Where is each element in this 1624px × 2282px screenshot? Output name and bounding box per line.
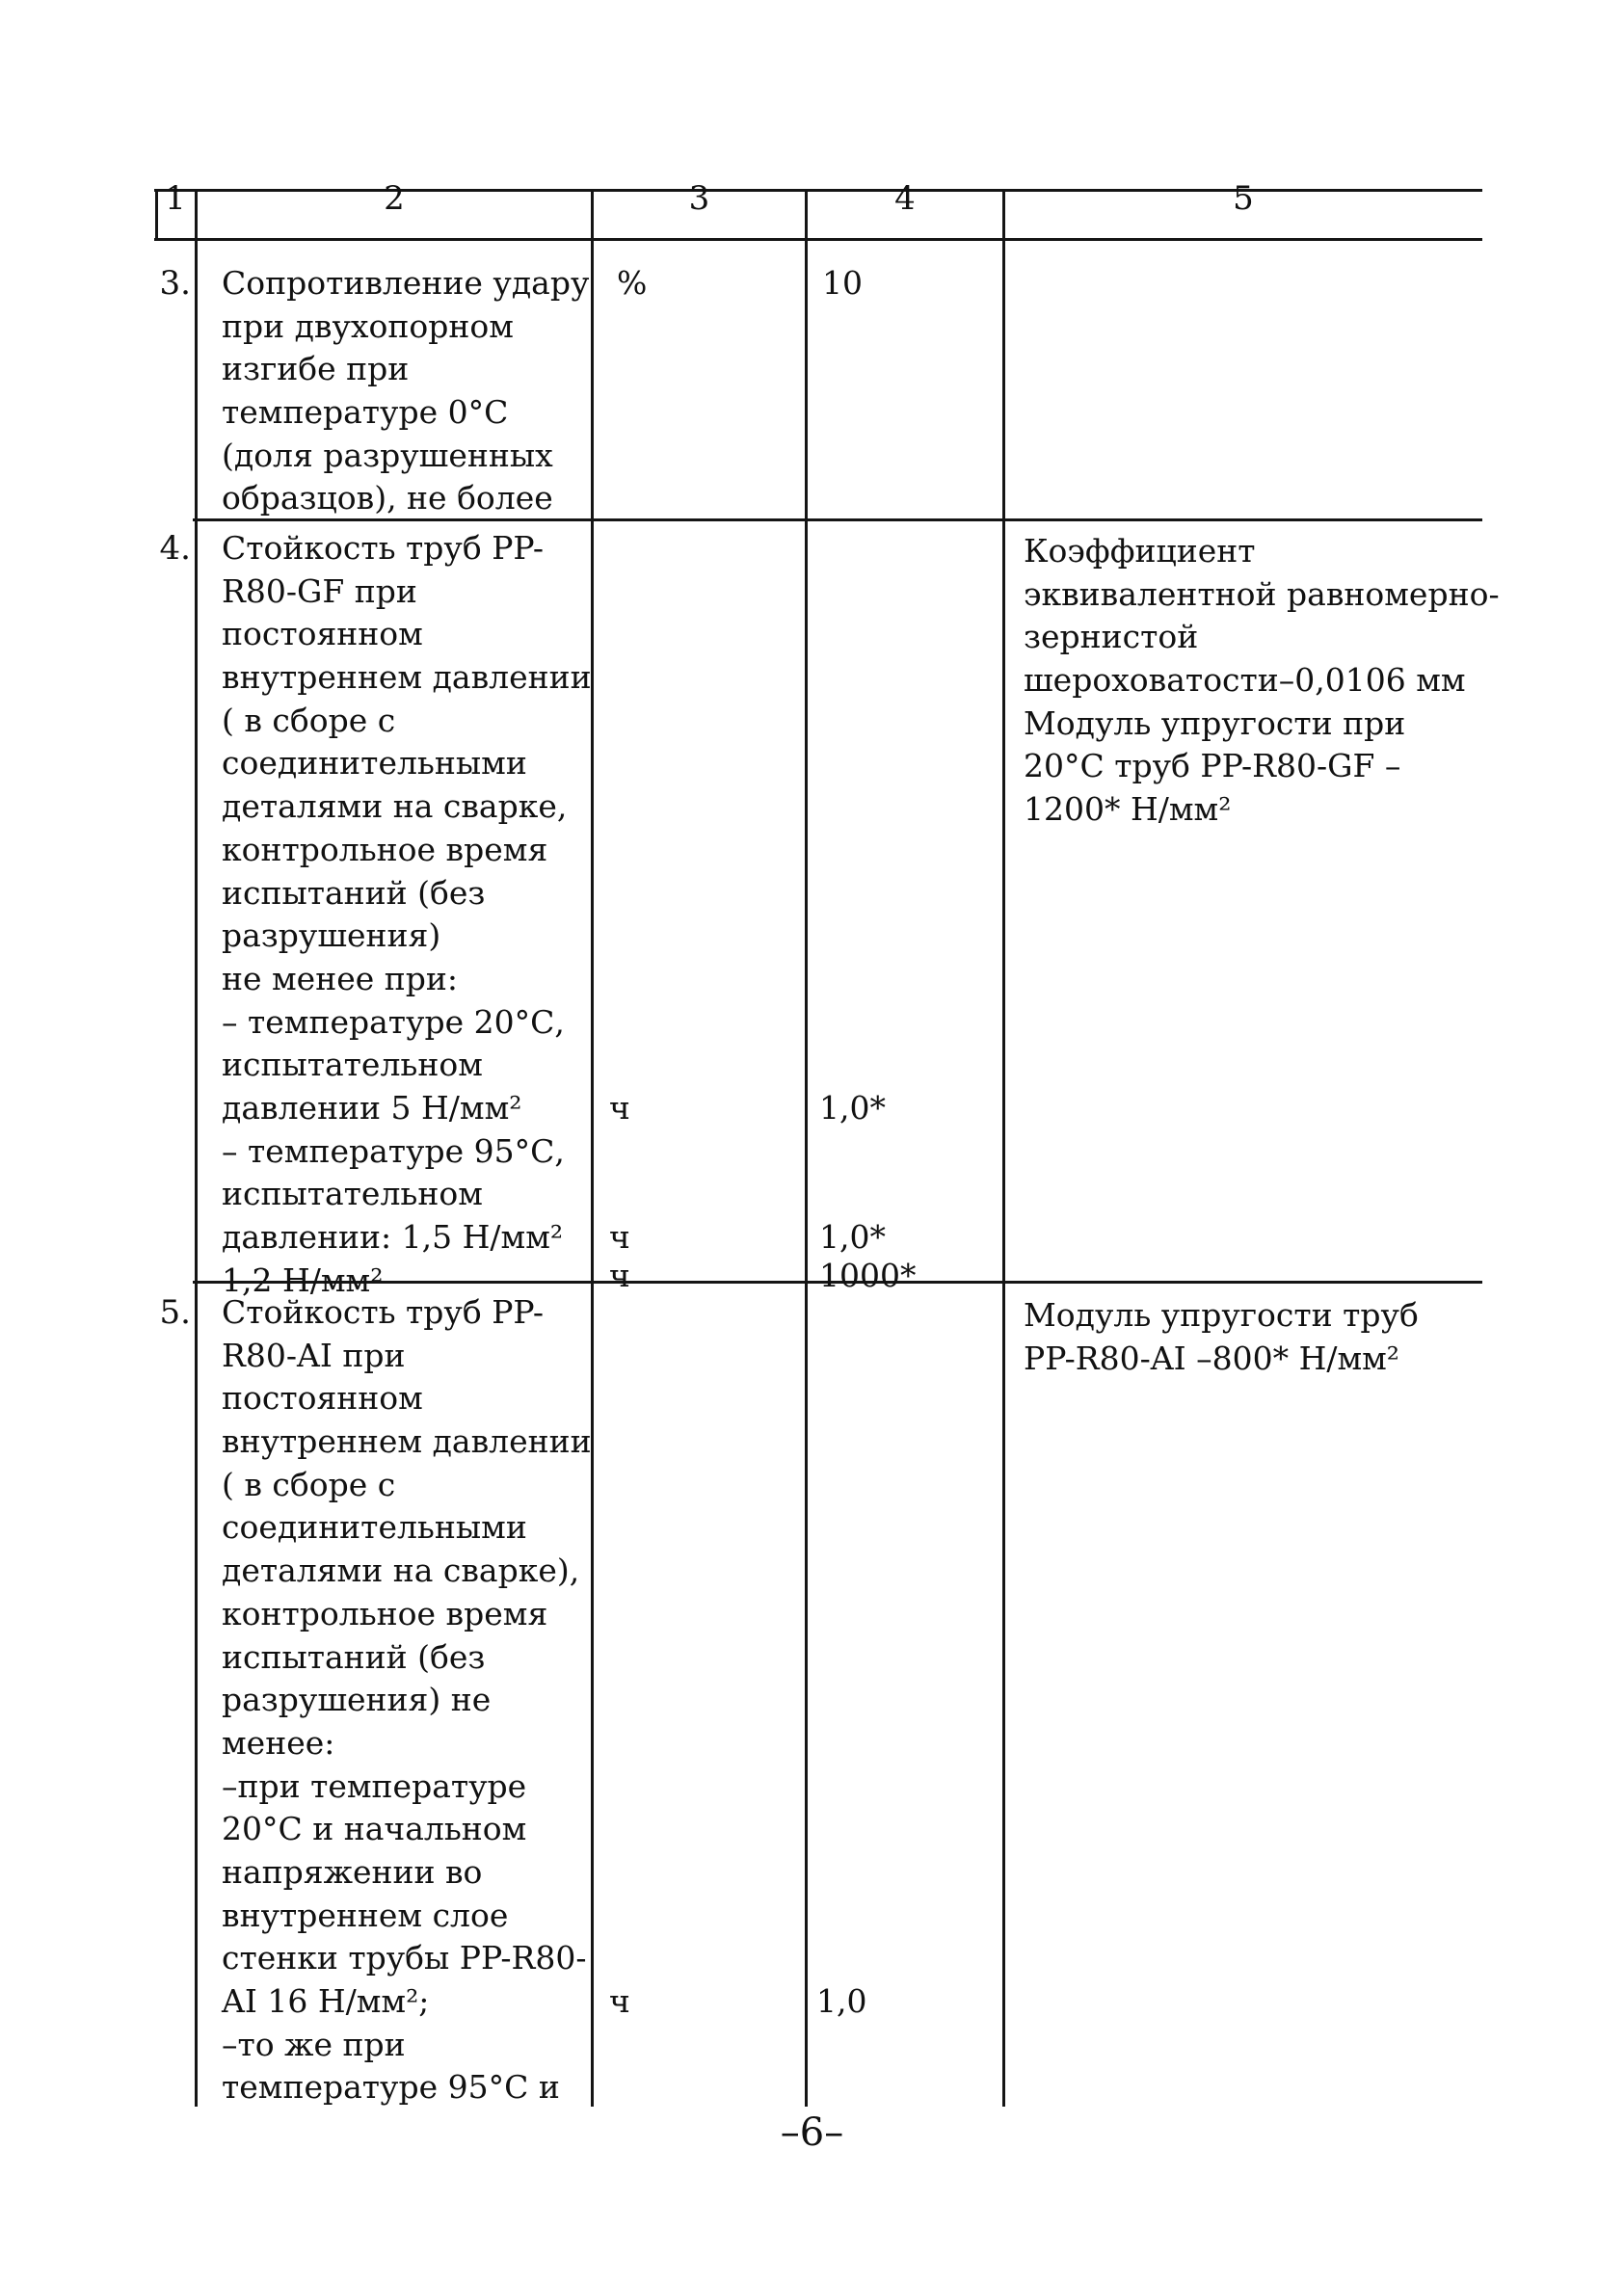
- note-line: зернистой: [1024, 618, 1199, 656]
- description-line: давлении: 1,5 Н/мм²: [222, 1218, 564, 1256]
- col-divider-4-5: [1002, 189, 1005, 2107]
- description-line: – температуре 95°С,: [222, 1131, 565, 1170]
- description-line: не менее при:: [222, 959, 458, 997]
- description-line: R80-AI при: [222, 1336, 406, 1374]
- col-divider-3-4: [805, 189, 808, 2107]
- note-line: 20°С труб PP-R80-GF –: [1024, 747, 1401, 785]
- description-line: соединительными: [222, 1508, 527, 1547]
- unit-cell: ч: [609, 1089, 630, 1127]
- col-divider-1-2: [195, 189, 198, 2107]
- description-line: образцов), не более: [222, 479, 553, 517]
- description-line: (доля разрушенных: [222, 436, 553, 474]
- row-description: [222, 262, 589, 520]
- description-line: испытательном: [222, 1175, 483, 1213]
- unit-cell: ч: [609, 1257, 630, 1294]
- description-line: деталями на сварке,: [222, 787, 568, 826]
- header-col-2: 2: [384, 179, 405, 218]
- description-line: Сопротивление удару: [222, 264, 590, 302]
- value-cell: 1,0: [816, 1982, 867, 2020]
- header-separator: [154, 238, 1482, 241]
- row-number: 3.: [159, 264, 191, 303]
- description-line: ( в сборе с: [222, 1465, 396, 1503]
- page-number: –6–: [780, 2110, 844, 2155]
- description-line: контрольное время: [222, 830, 548, 868]
- description-line: напряжении во: [222, 1852, 483, 1891]
- description-line: 20°С и начальном: [222, 1810, 527, 1848]
- header-col-5: 5: [1233, 179, 1254, 218]
- description-line: –при температуре: [222, 1766, 527, 1805]
- description-line: внутреннем давлении: [222, 658, 592, 697]
- note-line: Модуль упругости труб: [1024, 1296, 1419, 1334]
- description-line: при двухопорном: [222, 306, 514, 345]
- header-col-3: 3: [688, 179, 710, 218]
- description-line: постоянном: [222, 1379, 423, 1418]
- description-line: постоянном: [222, 615, 423, 653]
- description-line: разрушения): [222, 916, 441, 955]
- description-line: внутреннем слое: [222, 1896, 509, 1934]
- unit-cell: ч: [609, 1982, 630, 2020]
- description-line: Стойкость труб PP-: [222, 529, 544, 567]
- description-line: давлении 5 Н/мм²: [222, 1088, 522, 1127]
- description-line: AI 16 Н/мм²;: [222, 1982, 430, 2020]
- description-line: температуре 95°С и: [222, 2068, 560, 2107]
- value-cell: 1,0*: [819, 1218, 886, 1256]
- description-line: 1,2 Н/мм²: [222, 1260, 384, 1299]
- row-number: 5.: [159, 1293, 191, 1332]
- note-line: 1200* Н/мм²: [1024, 790, 1232, 829]
- unit-cell: ч: [609, 1218, 630, 1256]
- row-description: [222, 527, 592, 1302]
- unit-cell: %: [617, 264, 648, 302]
- row-number: 4.: [159, 529, 191, 568]
- note-line: шероховатости–0,0106 мм: [1024, 661, 1466, 700]
- description-line: менее:: [222, 1723, 335, 1762]
- description-line: изгибе при: [222, 350, 410, 388]
- note-line: PP-R80-AI –800* Н/мм²: [1024, 1339, 1400, 1377]
- header-col-1: 1: [165, 179, 186, 218]
- value-cell: 1000*: [819, 1257, 917, 1294]
- description-line: Стойкость труб PP-: [222, 1293, 544, 1331]
- note-line: Коэффициент: [1024, 532, 1256, 570]
- description-line: R80-GF при: [222, 571, 417, 610]
- value-cell: 1,0*: [819, 1089, 886, 1127]
- description-line: испытательном: [222, 1046, 483, 1084]
- row-note: [1024, 1294, 1419, 1380]
- description-line: стенки трубы PP-R80-: [222, 1939, 587, 1977]
- value-cell: 10: [822, 264, 863, 302]
- description-line: деталями на сварке),: [222, 1552, 580, 1590]
- description-line: соединительными: [222, 744, 527, 783]
- row-description: [222, 1291, 592, 2110]
- header-col-4: 4: [894, 179, 916, 218]
- description-line: температуре 0°С: [222, 393, 509, 432]
- description-line: испытаний (без: [222, 873, 486, 912]
- note-line: Модуль упругости при: [1024, 703, 1406, 742]
- description-line: разрушения) не: [222, 1681, 492, 1719]
- description-line: испытаний (без: [222, 1637, 486, 1676]
- description-line: – температуре 20°С,: [222, 1002, 565, 1041]
- description-line: ( в сборе с: [222, 701, 396, 739]
- row-note: [1024, 530, 1500, 832]
- description-line: внутреннем давлении: [222, 1422, 592, 1461]
- description-line: –то же при: [222, 2025, 406, 2063]
- description-line: контрольное время: [222, 1594, 548, 1632]
- note-line: эквивалентной равномерно-: [1024, 574, 1500, 613]
